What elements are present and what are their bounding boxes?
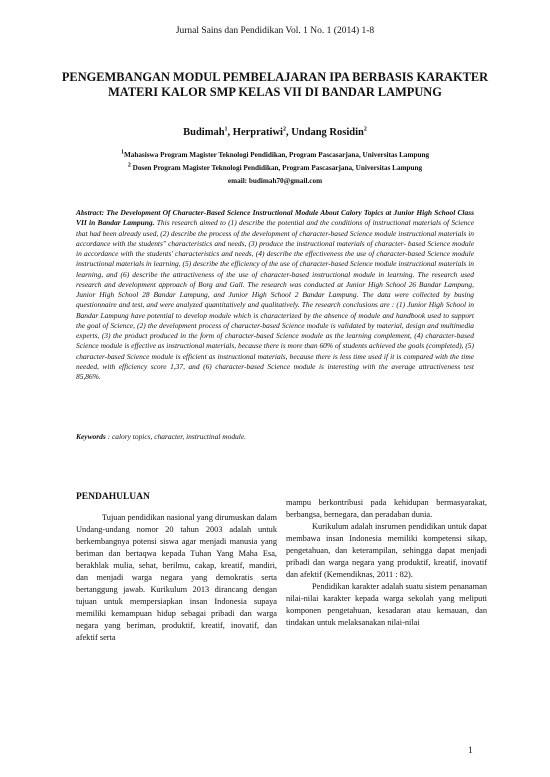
author-list: [0, 127, 550, 138]
page-number: 1: [468, 746, 473, 756]
paper-title: PENGEMBANGAN MODUL PEMBELAJARAN IPA BERBASIS KARAKTER MATERI KALOR SMP KELAS VII DI BANDAR LAMPUNG: [61, 70, 489, 99]
abstract-body: This research aimed to (1) describe the potential and the conditions of instructional materials of Science that had been already used, (2) describe the process of the development of character-based Science module instructional materials in accordance with the students" characteristics and needs, (3) produce the instructional materials of character- based Science module in accordance with the students' characteristics and needs, (4) describe the effectiveness the use of character-based Science module instructional materials in learning, (5) describe the efficiency of the use of character-based Science module instructional materials in learning, and (6) describe the attractiveness of the use of character-based instructional module in learning. The research used research and development approach of Borg and Gall. The research was conducted at Junior High School 26 Bandar Lampung, Junior High School 28 Bandar Lampung, and Junior High School 2 Bandar Lampung. The data were collected by busing questionnaire and test, and were analyzed quantitatively and qualitatively. The research conclusions are : (1) Junior High School in Bandar Lampung have potential to develop module which is characterized by the absence of module and handbook used to support the goal of Science, (2) the development process of character-based Science module is validated by material, design and multimedia experts, (3) the product produced in the form of character-based Science module as the learning complement, (4) character-based Science module is effective as instructional materials, because there is more than 60% of students achieved the goals (completed), (5) character-based Science module is efficient as instructional materials, because there is less time used if it is compared with the time needed, with efficiency score 1,37, and (6) character-based Science module is interesting with the average attractiveness test 85,86%.: [76, 218, 474, 381]
author-name: Herpratiwi: [232, 127, 283, 138]
affiliation: [0, 164, 550, 172]
keywords: [76, 432, 474, 441]
body-paragraph: Pendidikan karakter adalah suatu sistem penanaman nilai-nilai karakter kepada warga sekolah yang meliputi komponen pengetahuan, kesadaran atau kemauan, dan tindakan untuk melaksanakan nilai-nilai: [286, 582, 487, 627]
abstract: [76, 208, 474, 382]
affiliation-text: Mahasiswa Program Magister Teknologi Pendidikan, Program Pascasarjana, Universitas Lampung: [123, 151, 430, 159]
affiliation: [0, 151, 550, 159]
affiliation-mark: 1: [120, 149, 124, 156]
author-affiliation-mark: 2: [282, 126, 286, 133]
affiliation-text: Dosen Program Magister Teknologi Pendidikan, Program Pascasarjana, Universitas Lampung: [132, 164, 423, 172]
body-column-right: [286, 497, 487, 629]
body-paragraph: mampu berkontribusi pada kehidupan bermasyarakat, berbangsa, bernegara, dan peradaban dunia.: [286, 498, 487, 519]
author-affiliation-mark: 1: [224, 126, 228, 133]
section-heading: PENDAHULUAN: [76, 492, 150, 502]
author-name: Undang Rosidin: [291, 127, 364, 138]
body-paragraph: Kurikulum adalah insrumen pendidikan untuk dapat membawa insan Indonesia memiliki kompetensi sikap, pengetahuan, dan keterampilan, sehingga dapat menjadi pribadi dan warga negara yang produktif, kreatif, inovatif dan afektif (Kemendiknas, 2011 : 82).: [286, 522, 487, 579]
author-affiliation-mark: 2: [363, 126, 367, 133]
keywords-text: : calory topics, character, instructinal module.: [105, 432, 247, 441]
author-email: email: budimah70@gmail.com: [227, 177, 323, 185]
author-separator: ,: [285, 127, 292, 138]
affiliation-mark: 2: [127, 162, 131, 169]
keywords-label: Keywords: [76, 432, 106, 441]
author-separator: ,: [227, 127, 233, 138]
journal-header: Jurnal Sains dan Pendidikan Vol. 1 No. 1 (2014) 1-8: [175, 26, 375, 36]
body-column-left: [76, 512, 277, 644]
abstract-lead: Abstract: The Development Of Character-Based Science Instructional Module About Calory Topics at Junior High School Class VII in Bandar Lampung.: [76, 208, 474, 228]
author-name: Budimah: [183, 127, 225, 138]
body-paragraph: Tujuan pendidikan nasional yang dirumuskan dalam Undang-undang nomor 20 tahun 2003 adalah untuk berkembangnya potensi siswa agar menjadi manusia yang beriman dan bertaqwa kepada Tuhan Yang Maha Esa, berakhlak mulia, sehat, berilmu, cakap, kreatif, mandiri, dan menjadi warga negara yang demokratis serta bertanggung jawab. Kurikulum 2013 dirancang dengan tujuan untuk mempersiapkan insan Indonesia supaya memiliki kemampuan hidup sebagai pribadi dan warga negara yang beriman, produktif, kreatif, inovatif, dan afektif serta: [76, 513, 277, 642]
